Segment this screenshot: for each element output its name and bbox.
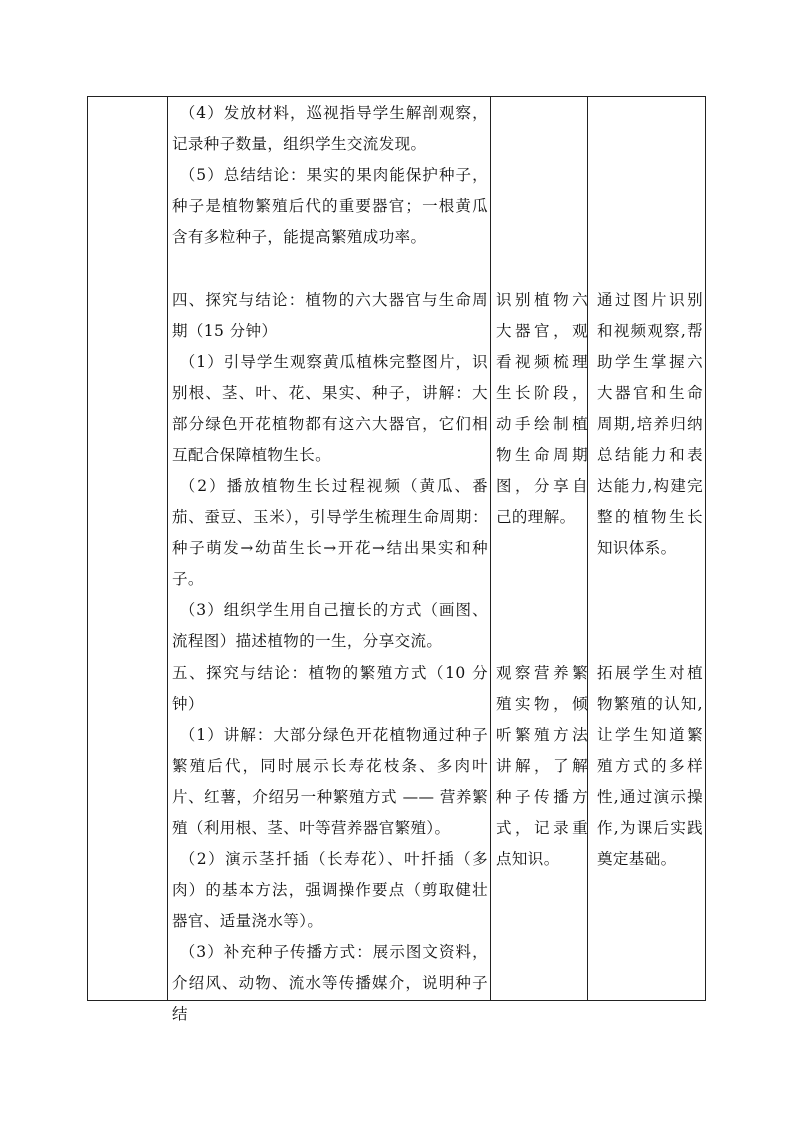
section-heading: 四、探究与结论：植物的六大器官与生命周期（15 分钟） bbox=[172, 291, 488, 340]
student-activity-text: 观察营养繁殖实物，倾听繁殖方法讲解，了解种子传播方式，记录重点知识。 bbox=[496, 664, 588, 868]
teaching-block-observation bbox=[172, 98, 488, 253]
teaching-step: （4）发放材料，巡视指导学生解剖观察，记录种子数量，组织学生交流发现。 bbox=[172, 104, 488, 153]
teaching-step: （2）演示茎扦插（长寿花）、叶扦插（多肉）的基本方法，强调操作要点（剪取健壮器官、适量浇水等）。 bbox=[172, 850, 488, 930]
column-divider bbox=[167, 97, 168, 1000]
design-intent-text: 拓展学生对植物繁殖的认知,让学生知道繁殖方式的多样性,通过演示操作,为课后实践奠定基础。 bbox=[597, 664, 703, 868]
teaching-block-organs bbox=[172, 285, 488, 657]
student-activity-organs bbox=[496, 285, 588, 533]
teaching-step: （1）引导学生观察黄瓜植株完整图片，识别根、茎、叶、花、果实、种子，讲解：大部分绿色开花植物都有这六大器官，它们相互配合保障植物生长。 bbox=[172, 353, 488, 464]
design-intent-organs bbox=[597, 285, 703, 564]
teaching-step: （1）讲解：大部分绿色开花植物通过种子繁殖后代，同时展示长寿花枝条、多肉叶片、红薯，介绍另一种繁殖方式 —— 营养繁殖（利用根、茎、叶等营养器官繁殖）。 bbox=[172, 726, 488, 837]
teaching-block-reproduction bbox=[172, 658, 488, 1030]
lesson-plan-table bbox=[87, 96, 706, 1023]
teaching-step: （5）总结结论：果实的果肉能保护种子，种子是植物繁殖后代的重要器官；一根黄瓜含有多粒种子，能提高繁殖成功率。 bbox=[172, 166, 488, 246]
student-activity-reproduction bbox=[496, 658, 588, 875]
teaching-step: （2）播放植物生长过程视频（黄瓜、番茄、蚕豆、玉米），引导学生梳理生命周期：种子萌发→幼苗生长→开花→结出果实和种子。 bbox=[172, 477, 488, 588]
column-divider bbox=[490, 97, 491, 1000]
design-intent-text: 通过图片识别和视频观察,帮助学生掌握六大器官和生命周期,培养归纳总结能力和表达能力,构建完整的植物生长知识体系。 bbox=[597, 291, 703, 557]
teaching-step: （3）补充种子传播方式：展示图文资料，介绍风、动物、流水等传播媒介，说明种子结 bbox=[172, 943, 488, 1023]
design-intent-reproduction bbox=[597, 658, 703, 875]
teaching-step: （3）组织学生用自己擅长的方式（画图、流程图）描述植物的一生，分享交流。 bbox=[172, 601, 488, 650]
section-heading: 五、探究与结论：植物的繁殖方式（10 分钟） bbox=[172, 664, 488, 713]
student-activity-text: 识别植物六大器官，观看视频梳理生长阶段，动手绘制植物生命周期图，分享自己的理解。 bbox=[496, 291, 588, 526]
